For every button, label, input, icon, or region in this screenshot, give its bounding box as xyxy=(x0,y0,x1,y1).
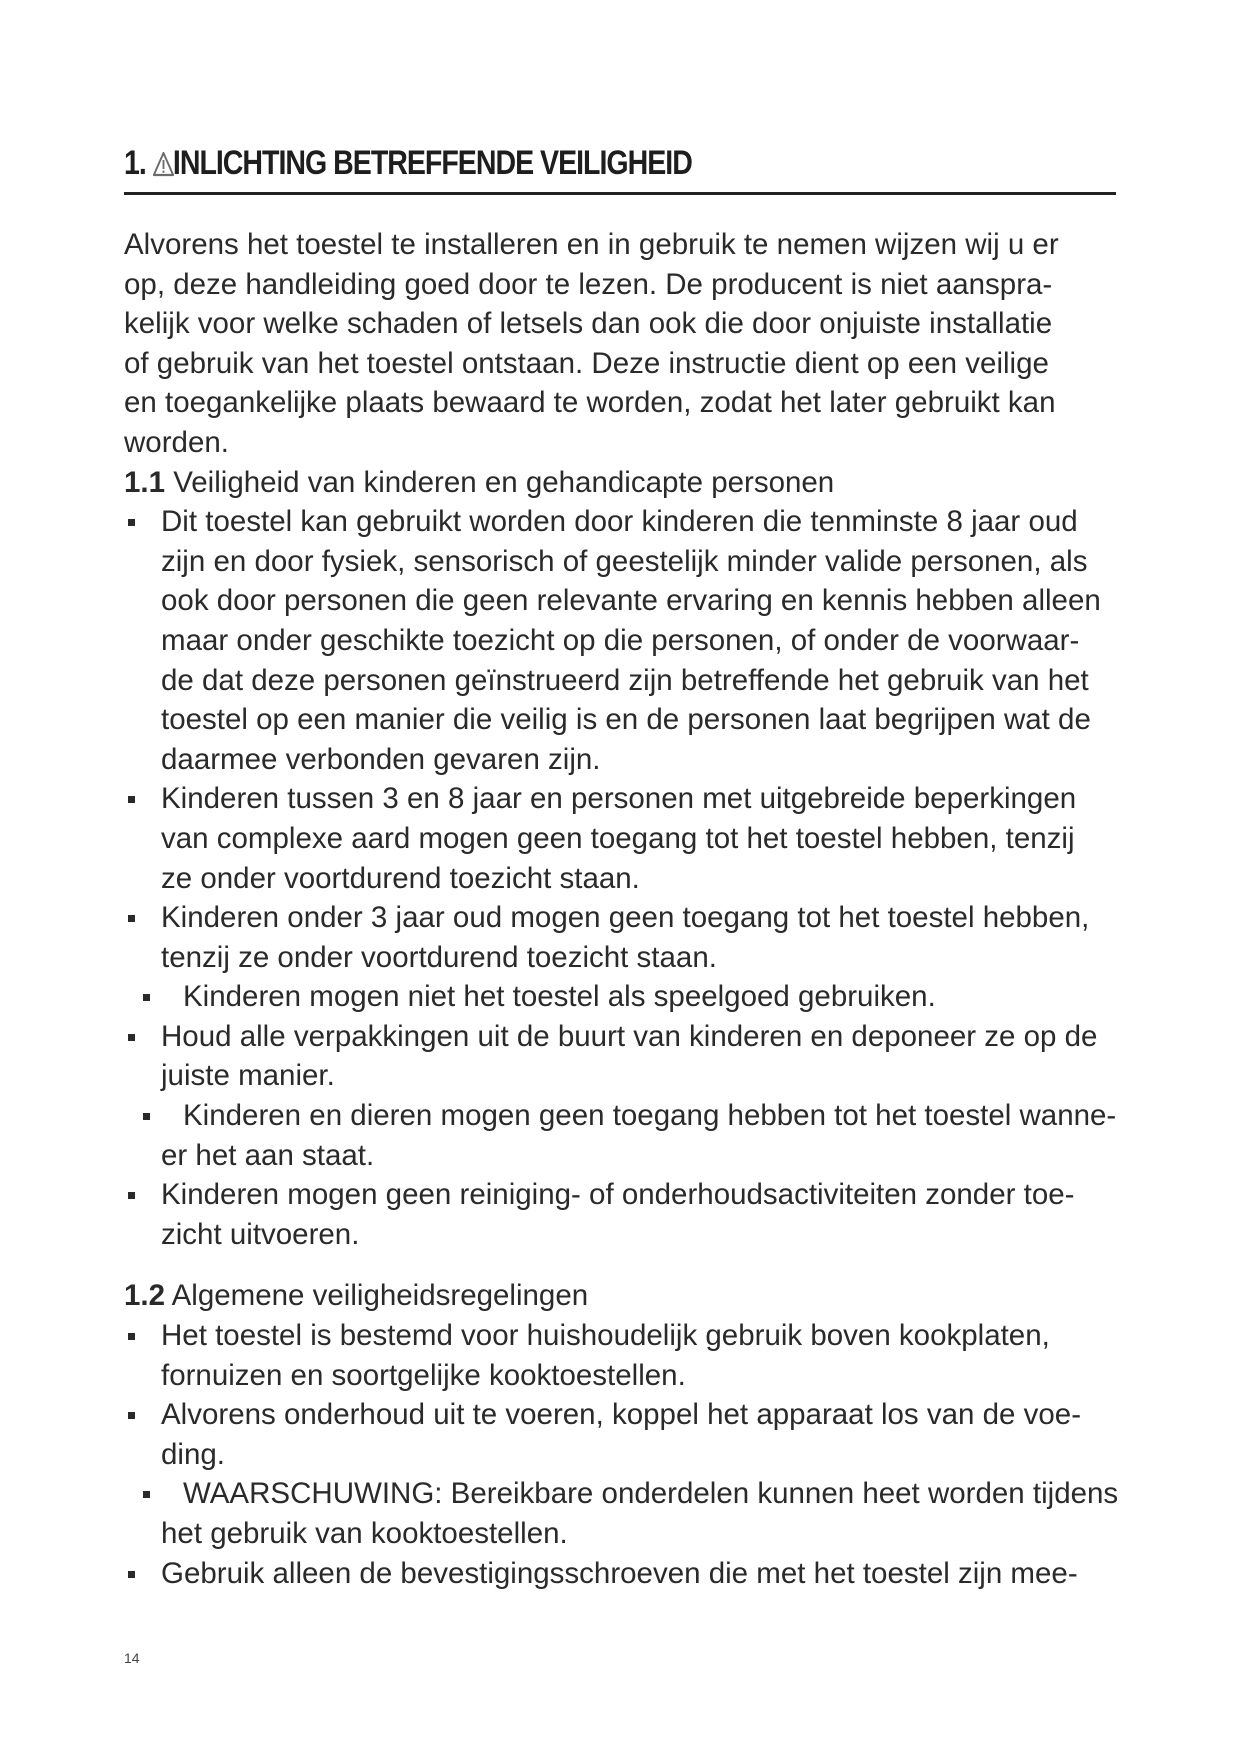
subsection-number: 1.1 xyxy=(124,465,166,499)
list-item-line: Kinderen en dieren mogen geen toegang hebben tot het toestel wanne- xyxy=(183,1099,1117,1133)
list-item xyxy=(124,502,1144,779)
subsection-label: Algemene veiligheidsregelingen xyxy=(171,1279,589,1313)
bullet-list-1-1 xyxy=(124,502,1144,1254)
list-item xyxy=(124,898,1144,977)
list-item-line: Kinderen mogen geen reiniging- of onderhoudsactiviteiten zonder toe- xyxy=(161,1178,1075,1212)
page-number: 14 xyxy=(124,1650,140,1666)
intro-line: Alvorens het toestel te installeren en in gebruik te nemen wijzen wij u er xyxy=(124,228,1059,261)
subsection-number: 1.2 xyxy=(124,1279,166,1313)
list-item-line: toestel op een manier die veilig is en de personen laat begrijpen wat de xyxy=(161,703,1091,737)
list-item-line: tenzij ze onder voortdurend toezicht staan. xyxy=(161,940,717,974)
list-item-line: WAARSCHUWING: Bereikbare onderdelen kunnen heet worden tijdens xyxy=(183,1477,1119,1511)
subsection-label: Veiligheid van kinderen en gehandicapte personen xyxy=(173,465,835,499)
list-item-line: ook door personen die geen relevante ervaring en kennis hebben alleen xyxy=(161,584,1101,618)
warning-triangle-icon xyxy=(153,151,175,177)
list-item xyxy=(124,1316,1144,1395)
list-item-line: fornuizen en soortgelijke kooktoestellen. xyxy=(161,1358,686,1392)
heading-number: 1. xyxy=(124,144,146,182)
page-content xyxy=(124,225,1144,1593)
intro-line: of gebruik van het toestel ontstaan. Deze instructie dient op een veilige xyxy=(124,346,1049,380)
intro-line: worden. xyxy=(124,425,229,459)
intro-paragraph xyxy=(124,225,1144,463)
bullet-list-1-2 xyxy=(124,1316,1144,1593)
list-item xyxy=(124,779,1144,898)
list-item-line: Kinderen onder 3 jaar oud mogen geen toegang tot het toestel hebben, xyxy=(161,901,1090,935)
subsection-title-1-2 xyxy=(124,1276,1144,1316)
list-item xyxy=(124,977,1144,1017)
intro-line: op, deze handleiding goed door te lezen. De producent is niet aanspra- xyxy=(124,267,1053,301)
list-item-line: Gebruik alleen de bevestigingsschroeven die met het toestel zijn mee- xyxy=(161,1556,1078,1590)
list-item xyxy=(124,1554,1144,1594)
list-item-line: Houd alle verpakkingen uit de buurt van kinderen en deponeer ze op de xyxy=(161,1019,1098,1053)
list-item xyxy=(124,1395,1144,1474)
list-item xyxy=(124,1175,1144,1254)
list-item-line: Kinderen mogen niet het toestel als speelgoed gebruiken. xyxy=(183,980,936,1014)
list-item-line: maar onder geschikte toezicht op die personen, of onder de voorwaar- xyxy=(161,623,1080,657)
list-item xyxy=(124,1474,1144,1553)
list-item-line: zijn en door fysiek, sensorisch of geestelijk minder valide personen, als xyxy=(161,544,1088,578)
list-item-line: Alvorens onderhoud uit te voeren, koppel het apparaat los van de voe- xyxy=(161,1398,1082,1432)
list-item xyxy=(124,1096,1144,1175)
heading-title: INLICHTING BETREFFENDE VEILIGHEID xyxy=(172,144,692,182)
list-item-line: de dat deze personen geïnstrueerd zijn betreffende het gebruik van het xyxy=(161,663,1089,697)
list-item-line: zicht uitvoeren. xyxy=(161,1217,360,1251)
subsection-title-1-1 xyxy=(124,463,1144,503)
list-item-line: ze onder voortdurend toezicht staan. xyxy=(161,861,640,895)
list-item xyxy=(124,1017,1144,1096)
list-item-line: van complexe aard mogen geen toegang tot het toestel hebben, tenzij xyxy=(161,821,1075,855)
heading-text xyxy=(124,143,692,183)
intro-line: en toegankelijke plaats bewaard te worden, zodat het later gebruikt kan xyxy=(124,386,1056,420)
list-item-line: ding. xyxy=(161,1437,225,1471)
list-item-line: er het aan staat. xyxy=(161,1138,375,1172)
list-item-line: het gebruik van kooktoestellen. xyxy=(161,1517,568,1550)
list-item-line: Het toestel is bestemd voor huishoudelijk gebruik boven kookplaten, xyxy=(161,1319,1050,1353)
list-item-line: daarmee verbonden gevaren zijn. xyxy=(161,742,601,776)
list-item-line: Dit toestel kan gebruikt worden door kinderen die tenminste 8 jaar oud xyxy=(161,505,1078,539)
list-item-line: Kinderen tussen 3 en 8 jaar en personen met uitgebreide beperkingen xyxy=(161,782,1077,816)
section-spacer xyxy=(124,1254,1144,1276)
intro-line: kelijk voor welke schaden of letsels dan ook die door onjuiste installatie xyxy=(124,307,1053,341)
list-item-line: juiste manier. xyxy=(161,1059,335,1093)
section-heading xyxy=(124,143,1116,195)
